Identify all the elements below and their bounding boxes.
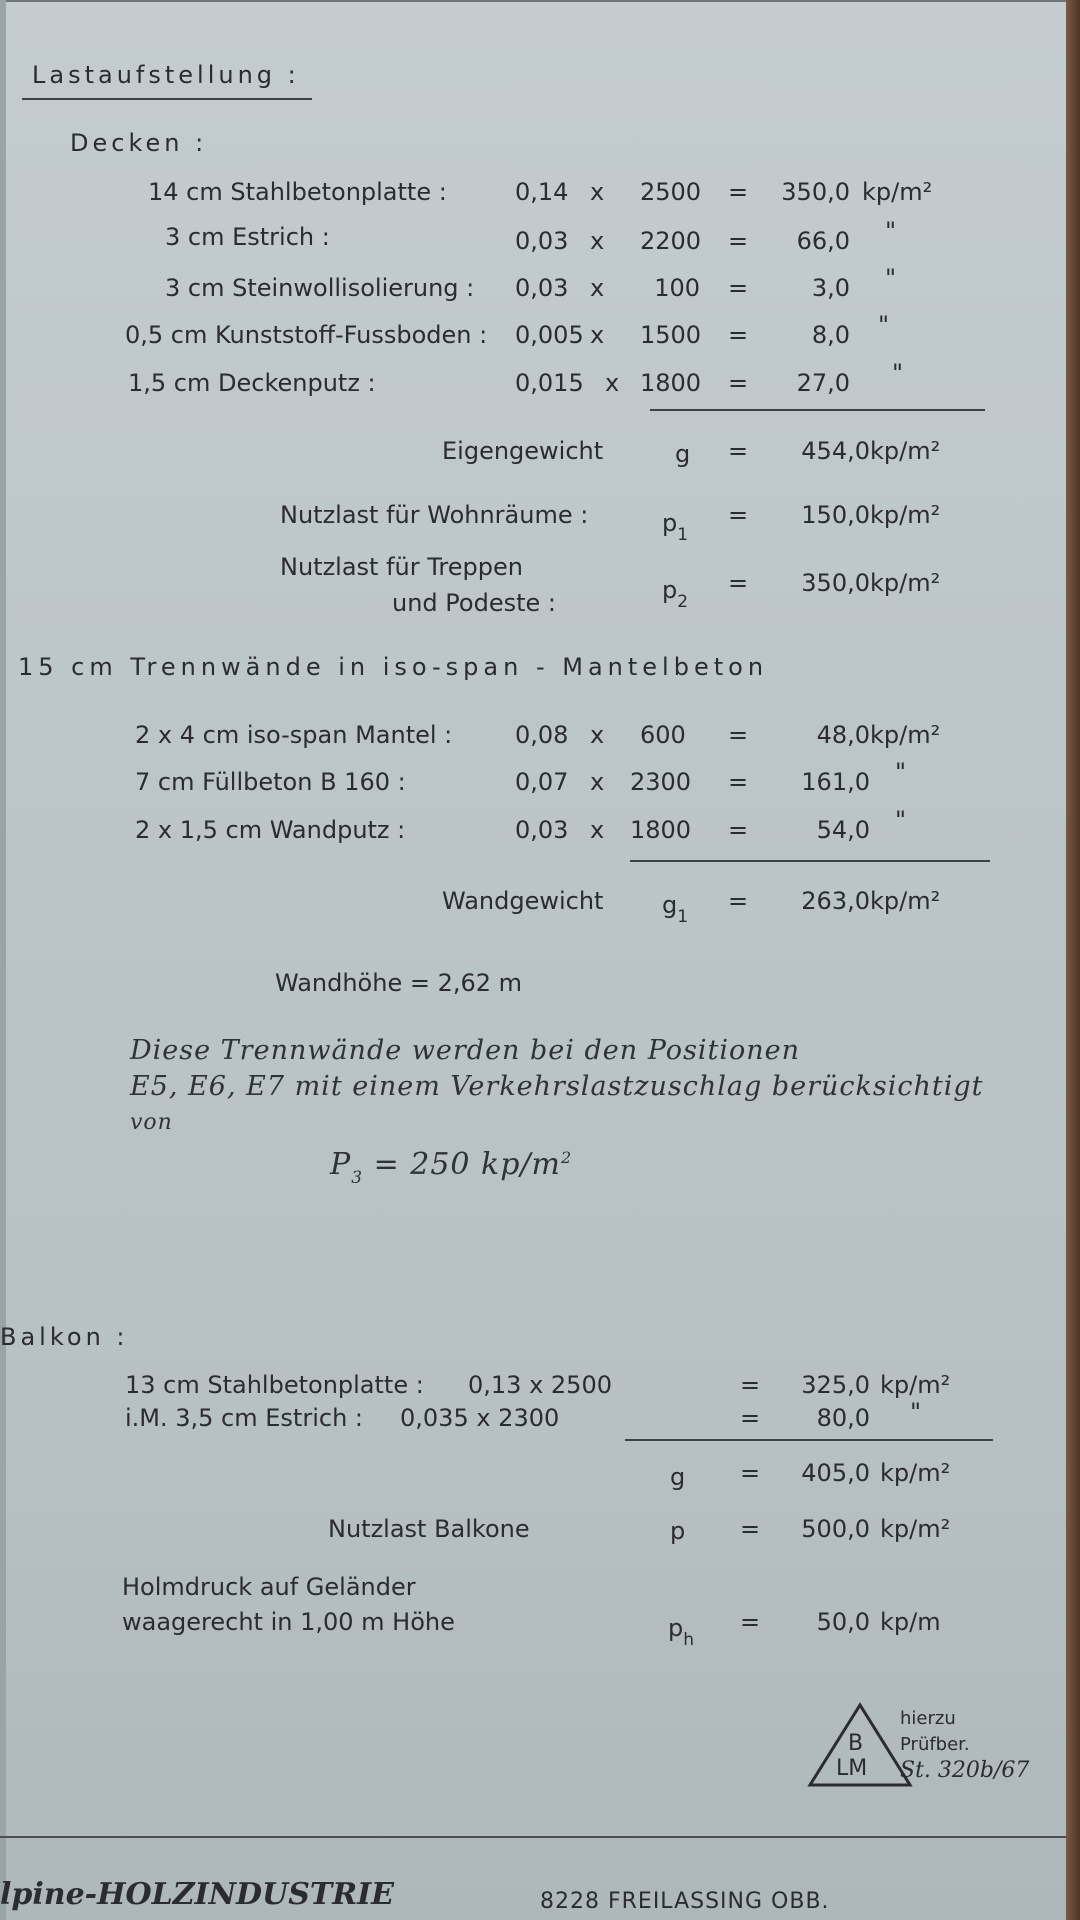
decken-row-factor: 0,03: [515, 227, 569, 255]
decken-row-density: 1800: [640, 369, 702, 397]
balkon-row-eq: =: [740, 1404, 761, 1432]
trennwand-row-unit: ": [895, 806, 907, 834]
holmdruck-label-line1: Holmdruck auf Geländer: [122, 1573, 416, 1601]
decken-row-label: 3 cm Estrich :: [165, 223, 330, 251]
decken-row-value: 27,0: [796, 369, 850, 397]
trennwand-row-factor: 0,07: [515, 768, 569, 796]
nutzlast1-unit: kp/m²: [870, 501, 941, 529]
decken-row-value: 8,0: [811, 321, 850, 349]
balkon-sum-rule: [625, 1439, 993, 1441]
decken-row-value: 3,0: [811, 274, 850, 302]
nutzlast1-value: 150,0: [801, 501, 870, 529]
trennwand-row-density: 1800: [630, 816, 692, 844]
balkon-g-value: 405,0: [801, 1459, 870, 1487]
decken-row-label: 14 cm Stahlbetonplatte :: [148, 178, 447, 206]
nutzlast2-symbol: $p_2$: [662, 576, 689, 612]
balkon-row-label: 13 cm Stahlbetonplatte :: [125, 1371, 424, 1399]
balkon-g-unit: kp/m²: [880, 1459, 951, 1487]
decken-row-value: 66,0: [796, 227, 850, 255]
decken-row-unit: ": [878, 311, 890, 339]
balkon-row-calc: 0,13 x 2500: [468, 1371, 612, 1399]
decken-row-eq: =: [728, 369, 749, 397]
wandgewicht-symbol: $g_1$: [662, 891, 689, 927]
trennwand-row-op: x: [590, 768, 605, 796]
holmdruck-symbol: $p_h$: [668, 1614, 695, 1650]
decken-row-op: x: [605, 369, 620, 397]
trennwand-row-eq: =: [728, 721, 749, 749]
section-title-decken: Decken :: [70, 129, 208, 157]
section-title-trennwaende: 15 cm Trennwände in iso-span - Mantelbeton: [18, 653, 769, 681]
trennwand-row-factor: 0,03: [515, 816, 569, 844]
stamp-line1: hierzu: [900, 1708, 956, 1729]
top-rule: [0, 0, 1066, 2]
handwritten-p3-formula: $P_3 = 250$ $kp/m^2$: [330, 1147, 573, 1188]
trennwand-row-eq: =: [728, 768, 749, 796]
decken-row-eq: =: [728, 227, 749, 255]
decken-row-unit: ": [885, 264, 897, 292]
decken-row-factor: 0,14: [515, 178, 569, 206]
section-title-balkon: Balkon :: [0, 1323, 129, 1351]
eigengewicht-value: 454,0: [801, 437, 870, 465]
eigengewicht-unit: kp/m²: [870, 437, 941, 465]
trennwand-row-unit: ": [895, 758, 907, 786]
handwritten-note-line2: E5, E6, E7 mit einem Verkehrslastzuschlag berücksichtigt: [130, 1071, 984, 1102]
handwritten-note-line1: Diese Trennwände werden bei den Positionen: [130, 1035, 801, 1066]
trennwand-row-value: 161,0: [801, 768, 870, 796]
stamp-line3: St. 320b/67: [900, 1758, 1030, 1783]
decken-row-factor: 0,03: [515, 274, 569, 302]
balkon-row-unit: ": [910, 1398, 922, 1426]
trennwand-row-op: x: [590, 721, 605, 749]
nutzlast2-value: 350,0: [801, 569, 870, 597]
stamp-mark-top: B: [848, 1731, 864, 1756]
holmdruck-label-line2: waagerecht in 1,00 m Höhe: [122, 1608, 455, 1636]
balkon-row-label: i.M. 3,5 cm Estrich :: [125, 1404, 363, 1432]
page-edge-right: [1066, 0, 1080, 1920]
trennwand-row-label: 2 x 4 cm iso-span Mantel :: [135, 721, 453, 749]
eigengewicht-symbol: g: [675, 440, 691, 468]
decken-row-op: x: [590, 274, 605, 302]
decken-row-unit: kp/m²: [862, 178, 933, 206]
trennwand-row-value: 54,0: [816, 816, 870, 844]
decken-row-density: 2200: [640, 227, 702, 255]
decken-row-eq: =: [728, 178, 749, 206]
decken-row-factor: 0,005: [515, 321, 584, 349]
trennwand-row-density: 600: [640, 721, 686, 749]
footer-address: 8228 FREILASSING OBB.: [540, 1889, 830, 1914]
holmdruck-unit: kp/m: [880, 1608, 941, 1636]
decken-row-label: 1,5 cm Deckenputz :: [128, 369, 376, 397]
decken-row-unit: ": [892, 359, 904, 387]
wandgewicht-label: Wandgewicht: [442, 887, 604, 915]
trennwand-row-eq: =: [728, 816, 749, 844]
balkon-row-unit: kp/m²: [880, 1371, 951, 1399]
decken-row-op: x: [590, 321, 605, 349]
nutzlast1-symbol: $p_1$: [662, 509, 689, 545]
page-edge-left: [0, 0, 6, 1920]
decken-row-label: 3 cm Steinwollisolierung :: [165, 274, 475, 302]
nutzlast2-unit: kp/m²: [870, 569, 941, 597]
decken-row-eq: =: [728, 321, 749, 349]
trennwand-row-label: 2 x 1,5 cm Wandputz :: [135, 816, 406, 844]
trennwand-row-factor: 0,08: [515, 721, 569, 749]
nutzlast2-eq: =: [728, 569, 749, 597]
wandgewicht-unit: kp/m²: [870, 887, 941, 915]
stamp-line2: Prüfber.: [900, 1734, 970, 1755]
holmdruck-value: 50,0: [816, 1608, 870, 1636]
wandgewicht-value: 263,0: [801, 887, 870, 915]
footer-rule: [0, 1836, 1066, 1838]
balkon-row-value: 325,0: [801, 1371, 870, 1399]
trennwand-sum-rule: [630, 860, 990, 862]
page-heading: Lastaufstellung :: [32, 61, 300, 89]
nutzlast-balkone-value: 500,0: [801, 1515, 870, 1543]
decken-row-op: x: [590, 227, 605, 255]
nutzlast2-label-line2: und Podeste :: [392, 589, 556, 617]
wandgewicht-eq: =: [728, 887, 749, 915]
balkon-g-eq: =: [740, 1459, 761, 1487]
balkon-row-eq: =: [740, 1371, 761, 1399]
footer-brand: lpine-HOLZINDUSTRIE: [0, 1877, 395, 1912]
decken-row-density: 2500: [640, 178, 702, 206]
balkon-g-symbol: g: [670, 1463, 686, 1491]
trennwand-row-value: 48,0: [816, 721, 870, 749]
nutzlast-balkone-label: Nutzlast Balkone: [328, 1515, 530, 1543]
holmdruck-eq: =: [740, 1608, 761, 1636]
decken-row-op: x: [590, 178, 605, 206]
decken-row-eq: =: [728, 274, 749, 302]
trennwand-row-op: x: [590, 816, 605, 844]
trennwand-row-unit: kp/m²: [870, 721, 941, 749]
eigengewicht-label: Eigengewicht: [442, 437, 604, 465]
stamp-mark-bottom: LM: [836, 1756, 868, 1781]
decken-row-value: 350,0: [781, 178, 850, 206]
decken-row-label: 0,5 cm Kunststoff-Fussboden :: [125, 321, 488, 349]
trennwand-row-label: 7 cm Füllbeton B 160 :: [135, 768, 406, 796]
nutzlast1-eq: =: [728, 501, 749, 529]
decken-row-density: 1500: [640, 321, 702, 349]
nutzlast1-label: Nutzlast für Wohnräume :: [280, 501, 589, 529]
heading-underline: [22, 98, 312, 100]
nutzlast2-label-line1: Nutzlast für Treppen: [280, 553, 523, 581]
decken-row-density: 100: [654, 274, 700, 302]
nutzlast-balkone-symbol: p: [670, 1517, 686, 1545]
nutzlast-balkone-unit: kp/m²: [880, 1515, 951, 1543]
trennwand-row-density: 2300: [630, 768, 692, 796]
eigengewicht-eq: =: [728, 437, 749, 465]
nutzlast-balkone-eq: =: [740, 1515, 761, 1543]
decken-sum-rule: [650, 409, 985, 411]
wandhoehe: Wandhöhe = 2,62 m: [275, 969, 523, 997]
balkon-row-calc: 0,035 x 2300: [400, 1404, 560, 1432]
balkon-row-value: 80,0: [816, 1404, 870, 1432]
handwritten-note-line3: von: [130, 1110, 173, 1135]
decken-row-unit: ": [885, 217, 897, 245]
decken-row-factor: 0,015: [515, 369, 584, 397]
